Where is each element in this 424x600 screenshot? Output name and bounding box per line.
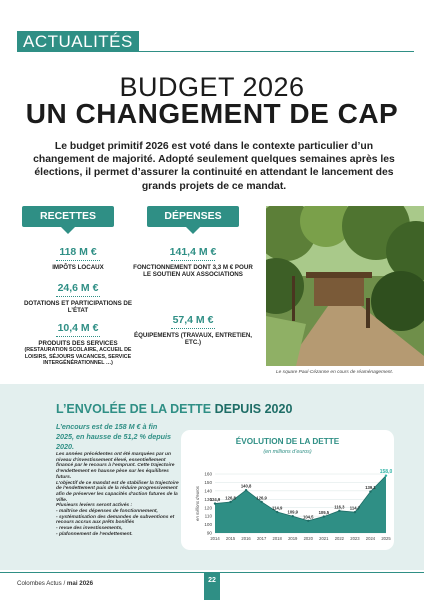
debt-title [56, 402, 292, 416]
depenses-label: ÉQUIPEMENTS (TRAVAUX, ENTRETIEN, ETC.) [133, 332, 253, 347]
y-tick-label: 130 [204, 496, 212, 502]
y-tick-label: 100 [204, 522, 212, 528]
recettes-label: PRODUITS DES SERVICES [38, 340, 118, 347]
intro-paragraph: Le budget primitif 2026 est voté dans le contexte particulier d’un changement de majorité. Adopté seulement quelques semaines après les élections, il permet d’assurer la continuité en attendant le lancement des grands projets de ce mandat. [33, 141, 395, 192]
data-label: 109,5 [318, 510, 330, 516]
footer-publication: Colombes Actus / mai 2026 [17, 580, 94, 587]
y-tick-label: 120 [204, 505, 212, 511]
x-tick-label: 2023 [350, 536, 360, 541]
data-point [214, 502, 216, 504]
data-label: 124,9 [209, 497, 221, 503]
x-tick-label: 2015 [225, 536, 236, 541]
recettes-item-dotations [18, 282, 138, 315]
recettes-label: DOTATIONS ET PARTICIPATIONS DE L’ÉTAT [23, 300, 133, 315]
data-label: 104,5 [303, 514, 314, 520]
data-label: 114,7 [349, 505, 361, 511]
depenses-amount: 57,4 M € [172, 314, 214, 326]
divider [171, 260, 215, 261]
recettes-label: IMPÔTS LOCAUX [52, 264, 104, 271]
data-label: 158,0 [379, 469, 393, 476]
x-tick-label: 2022 [334, 536, 345, 541]
footer-magazine: Colombes Actus [17, 580, 62, 587]
y-tick-label: 160 [204, 471, 212, 477]
recettes-sublabel: (RESTAURATION SCOLAIRE, ACCUEIL DE LOISIRS, SÉJOURS VACANCES, SERVICE INTERGÉNÉRATIONNEL …) [24, 347, 132, 366]
debt-chart-card [181, 430, 394, 550]
park-photo-illustration [266, 206, 424, 366]
x-tick-label: 2025 [381, 536, 391, 541]
debt-lead: L’encours est de 158 M € à fin 2025, en hausse de 51,2 % depuis 2020. [56, 422, 172, 451]
chart-subtitle: (en millions d’euros) [263, 449, 312, 455]
headline-line1: BUDGET 2026 [119, 72, 305, 102]
data-label: 109,9 [287, 509, 298, 515]
data-label: 140,8 [240, 483, 252, 489]
recettes-item-impots [18, 246, 138, 271]
photo-caption: Le square Paul-Cézanne en cours de réaménagement. [276, 370, 394, 375]
data-label: 116,3 [334, 504, 345, 510]
chart-title: ÉVOLUTION DE LA DETTE [235, 437, 340, 446]
data-point [354, 511, 356, 513]
data-point [369, 490, 371, 492]
section-rule [17, 51, 414, 52]
y-tick-label: 140 [204, 488, 212, 494]
x-tick-label: 2018 [272, 536, 282, 541]
data-point [292, 515, 294, 517]
footer-issue: mai 2026 [66, 580, 94, 587]
data-label: 114,9 [272, 505, 283, 511]
debt-body [56, 452, 180, 538]
divider [56, 296, 100, 297]
divider [56, 336, 100, 337]
recettes-amount: 118 M € [59, 246, 97, 258]
data-point [229, 501, 231, 503]
headline-line2: UN CHANGEMENT DE CAP [25, 98, 399, 129]
x-tick-label: 2020 [303, 536, 313, 541]
debt-paragraph: Les années précédentes ont été marquées par un niveau d’investissement élevé, essentiellement financé par le recours à l’emprunt. Cette trajectoire d’endettement en hausse pèse sur les équilibres futurs. [56, 452, 175, 480]
data-point [276, 511, 278, 513]
debt-bullet: - plafonnement de l’endettement. [56, 531, 133, 537]
debt-paragraph: Plusieurs leviers seront activés : [56, 503, 133, 509]
debt-paragraph: L’objectif de ce mandat est de stabiliser la trajectoire de l’endettement puis de la réduire progressivement afin de préserver les capacités d’action futures de la Ville. [56, 480, 179, 503]
depenses-header: DÉPENSES [147, 206, 239, 227]
data-point [307, 520, 309, 522]
data-label: 126,9 [256, 495, 267, 501]
y-tick-label: 90 [206, 530, 212, 536]
recettes-amount: 24,6 M € [57, 282, 99, 294]
data-point [323, 515, 325, 517]
x-tick-label: 2021 [319, 536, 329, 541]
recettes-amount: 10,4 M € [57, 322, 99, 334]
data-label: 126,8 [225, 495, 236, 501]
data-label: 139,1 [365, 485, 376, 491]
depenses-label: FONCTIONNEMENT DONT 3,3 M € POUR LE SOUTIEN AUX ASSOCIATIONS [133, 264, 253, 279]
data-point [338, 510, 340, 512]
debt-title-period: DEPUIS 2020 [214, 402, 293, 416]
data-point [260, 501, 262, 503]
debt-bullet: - revue des investissements, [56, 526, 123, 532]
x-tick-label: 2017 [256, 536, 267, 541]
depenses-item-fonctionnement [133, 246, 253, 279]
depenses-amount: 141,4 M € [169, 246, 217, 258]
y-axis-label: en millions d’euros [195, 486, 200, 521]
x-tick-label: 2016 [241, 536, 251, 541]
debt-bullet: - maîtrise des dépenses de fonctionnement, [56, 509, 158, 515]
y-tick-label: 150 [204, 480, 212, 486]
x-tick-label: 2014 [210, 536, 220, 541]
park-photo [266, 206, 424, 366]
page-number: 22 [204, 573, 220, 600]
recettes-header: RECETTES [22, 206, 114, 227]
debt-bullet: - systématisation des demandes de subventions et recours accrus aux prêts bonifiés [56, 514, 175, 526]
y-tick-label: 110 [204, 513, 212, 519]
recettes-item-services [18, 322, 138, 366]
section-tag: ACTUALITÉS [17, 31, 139, 52]
divider [56, 260, 100, 261]
data-point [245, 489, 247, 491]
depenses-item-equipements [133, 314, 253, 347]
debt-title-main: L’ENVOLÉE DE LA DETTE [56, 402, 212, 416]
x-tick-label: 2019 [288, 536, 298, 541]
divider [171, 328, 215, 329]
x-tick-label: 2024 [365, 536, 376, 541]
debt-chart [181, 430, 394, 550]
